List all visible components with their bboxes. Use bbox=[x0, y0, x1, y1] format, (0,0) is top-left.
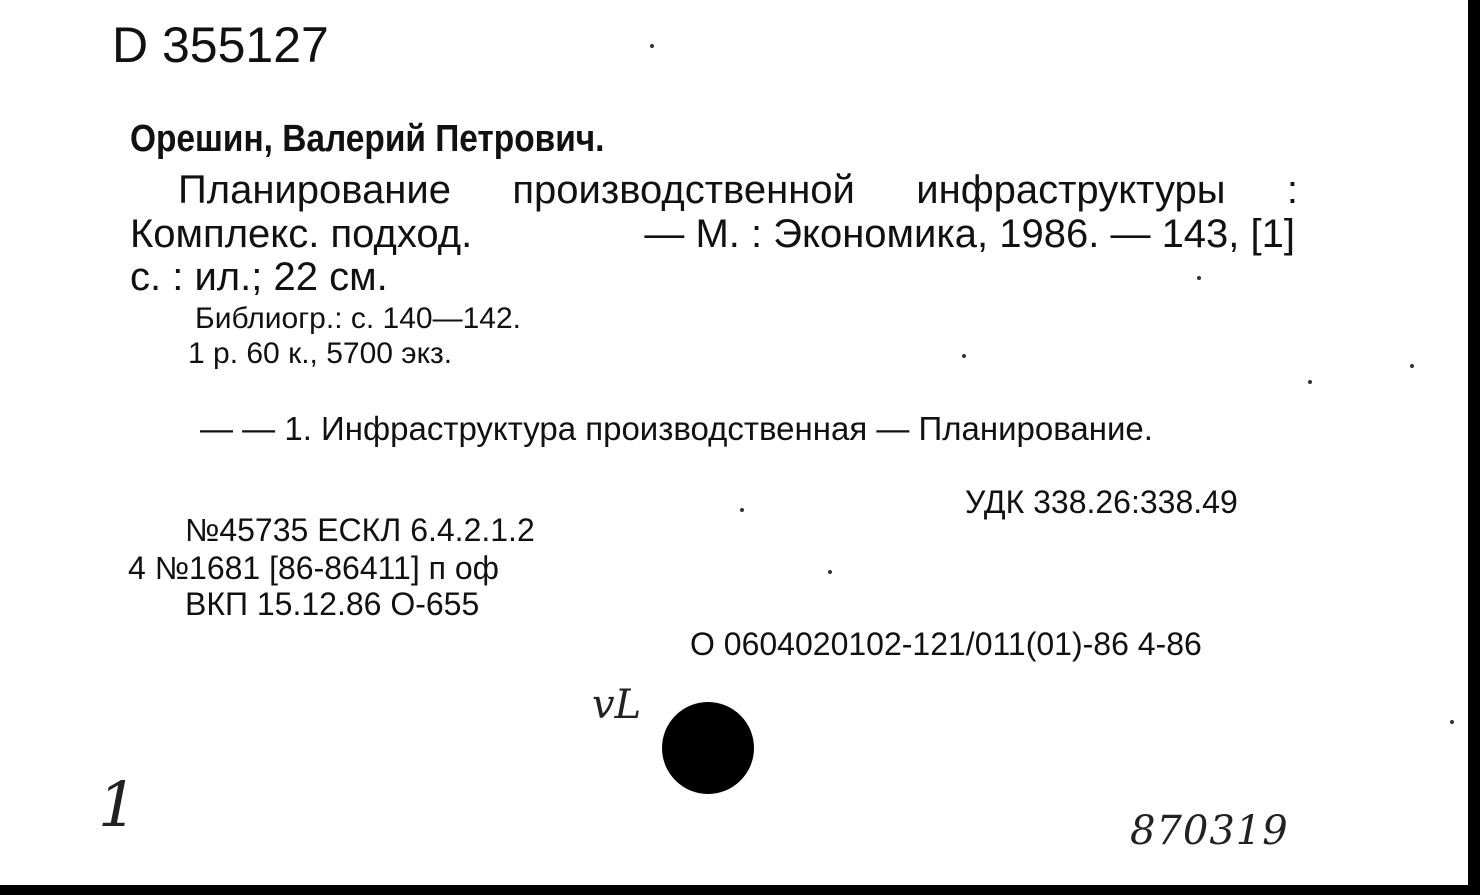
speck bbox=[828, 570, 832, 574]
physical-description: с. : ил.; 22 см. bbox=[130, 255, 388, 299]
udk-code: УДК 338.26:338.49 bbox=[965, 484, 1238, 520]
card-edge-right bbox=[1468, 0, 1480, 895]
record-line-3: ВКП 15.12.86 О-655 bbox=[185, 586, 480, 622]
punch-hole bbox=[662, 702, 754, 794]
speck bbox=[1197, 276, 1201, 280]
handwritten-number: 870319 bbox=[1130, 808, 1289, 854]
classification-code: О 0604020102-121/011(01)-86 4-86 bbox=[690, 626, 1202, 662]
imprint: — М. : Экономика, 1986. — 143, [1] bbox=[644, 212, 1295, 256]
speck bbox=[650, 44, 654, 48]
title-colon: : bbox=[1286, 168, 1298, 212]
title-line-1 bbox=[178, 168, 1298, 213]
record-line-1: №45735 ЕСКЛ 6.4.2.1.2 bbox=[185, 512, 535, 548]
speck bbox=[740, 508, 744, 512]
speck bbox=[1410, 364, 1414, 368]
title-line-2 bbox=[130, 212, 1295, 257]
title-word-1: Планирование bbox=[178, 168, 451, 212]
speck bbox=[962, 354, 966, 358]
author-heading: Орешин, Валерий Петрович. bbox=[130, 118, 605, 160]
bibliography-note: Библиогр.: с. 140—142. bbox=[195, 302, 521, 335]
speck bbox=[1450, 720, 1454, 724]
card-edge-bottom bbox=[0, 885, 1480, 895]
speck bbox=[1308, 380, 1312, 384]
title-subtitle: Комплекс. подход. bbox=[130, 212, 473, 256]
title-word-2: производственной bbox=[512, 168, 855, 212]
record-line-2: 4 №1681 [86-86411] п оф bbox=[128, 550, 499, 586]
call-number: D 355127 bbox=[112, 17, 329, 73]
subject-heading: — — 1. Инфраструктура производственная — Планирование. bbox=[200, 410, 1153, 447]
title-word-3: инфраструктуры bbox=[916, 168, 1226, 212]
handwritten-one: 1 bbox=[98, 768, 138, 841]
handwritten-initials: vL bbox=[592, 682, 642, 728]
price-note: 1 р. 60 к., 5700 экз. bbox=[188, 337, 453, 370]
